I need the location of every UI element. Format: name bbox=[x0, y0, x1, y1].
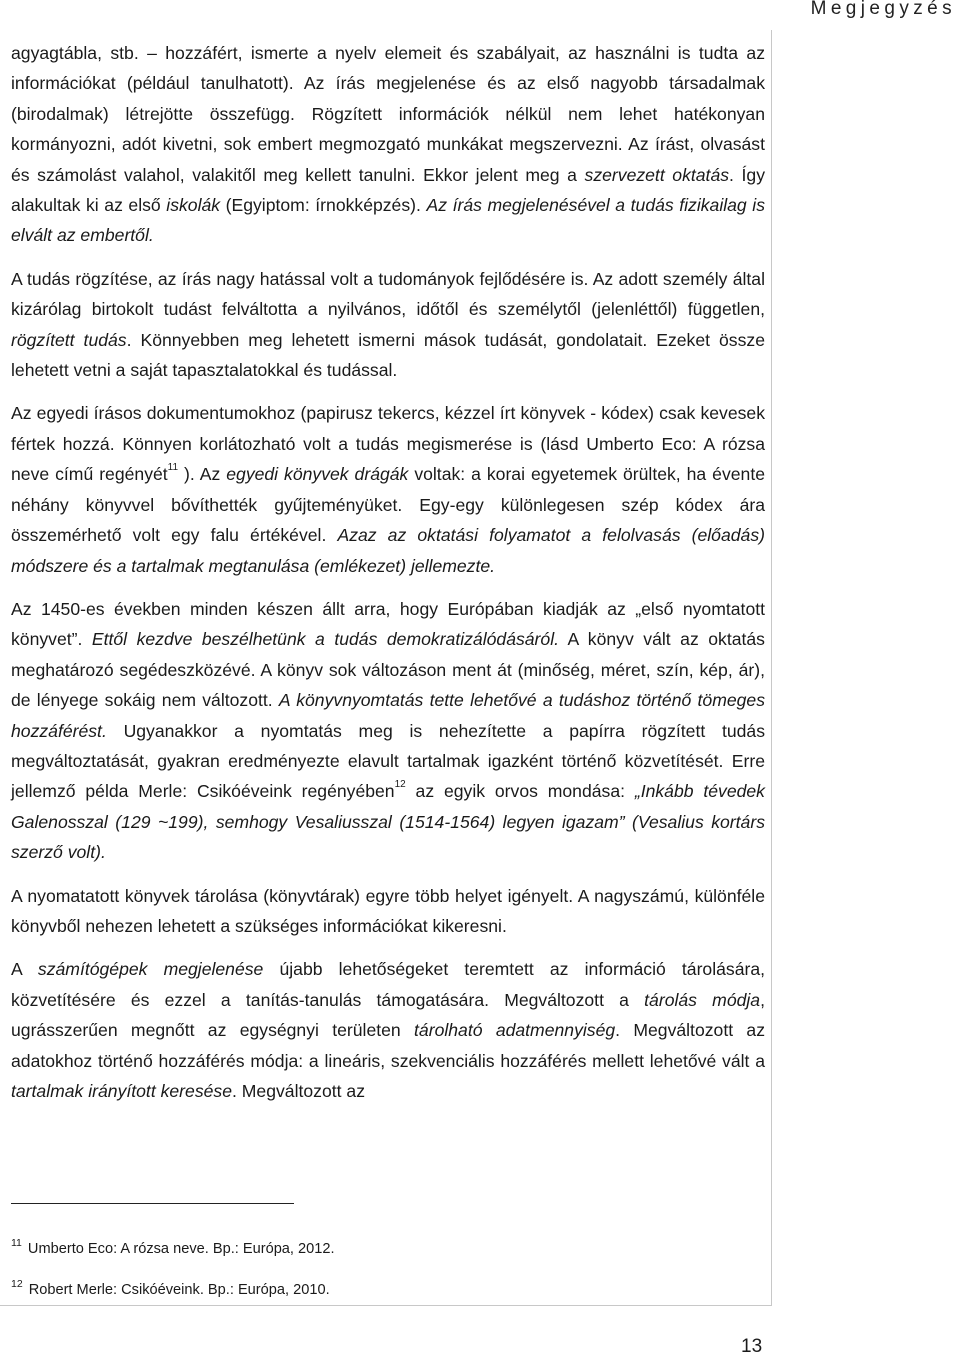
footnote-12 bbox=[11, 1278, 330, 1298]
paragraph bbox=[11, 38, 765, 251]
text-run: ). Az bbox=[178, 464, 227, 485]
text-run: Az egyedi írásos dokumentumokhoz (papirusz tekercs, kézzel írt könyvek - kódex) csak kevesek fértek hozzá. Könnyen korlátozható volt a tudás megismerése is (lásd Umberto Eco: A rózsa neve című regényét bbox=[11, 403, 765, 485]
text-run: A bbox=[11, 959, 38, 980]
text-run: . Megváltozott az adatokhoz történő hozzáférés módja: a lineáris, szekvenciális hozzáférés mellett lehetővé vált a bbox=[11, 1020, 765, 1071]
paragraph bbox=[11, 954, 765, 1106]
italic-text: szervezett oktatás bbox=[584, 164, 730, 185]
footnote-text: Umberto Eco: A rózsa neve. Bp.: Európa, 2012. bbox=[27, 1241, 335, 1257]
text-run: . Könnyebben meg lehetett ismerni mások tudását, gondolatait. Ezeket össze lehetett vetni a saját tapasztalatokkal és tudással. bbox=[11, 329, 765, 381]
text-run: A tudás rögzítése, az írás nagy hatással volt a tudományok fejlődésére is. Az adott személy által kizárólag birtokolt tudást felváltotta a nyilvános, időtől és személytől (jelenléttől) független, bbox=[11, 268, 765, 320]
italic-text: egyedi könyvek drágák bbox=[226, 464, 409, 485]
main-content-frame bbox=[0, 30, 772, 1306]
text-run: . Megváltozott az bbox=[232, 1081, 365, 1101]
text-run: A könyv vált az oktatás meghatározó segédeszközévé. A könyv sok változáson ment át (minőség, méret, szín, kép, ár), de lényege sokáig nem változott. bbox=[11, 629, 765, 711]
text-run: (Egyiptom: írnokképzés). bbox=[220, 195, 427, 216]
text-run: voltak: a korai egyetemek örültek, ha évente néhány könyvvel bővíthették gyűjteményüket. Egy-egy különlegesen szép kódex ára összemérhető volt egy falu értékével. bbox=[11, 464, 765, 546]
text-run: Ugyanakkor a nyomtatás meg is nehezítette a papírra rögzített tudás megváltoztatását, gyakran eredményezte elavult tartalmak igazként történő közvetítését. Erre jellemző példa Merle: Csikóéveink regényében bbox=[11, 720, 765, 802]
text-run: agyagtábla, stb. – hozzáfért, ismerte a nyelv elemeit és szabályait, az használni is tudta az információkat (például tanulhatott). Az írás megjelenése és az első nagyobb társadalmak (birodalmak) létrejötte összefügg. Rögzített információk nélkül nem lehet hatékonyan kormányozni, adót kivetni, sok embert megmozgató munkákat megszervezni. Az írást, olvasást és számolást valahol, valakitől meg kellett tanulni. Ekkor jelent meg a bbox=[11, 43, 765, 185]
footnote-number: 11 bbox=[11, 1237, 22, 1249]
footnote-reference: 11 bbox=[167, 462, 179, 474]
text-run: újabb lehetőségeket teremtett az információ tárolására, közvetítésére és ezzel a tanítás-tanulás támogatására. Megváltozott a bbox=[11, 959, 766, 1010]
section-header: Megjegyzés bbox=[810, 0, 956, 19]
text-run: Az 1450-es években minden készen állt arra, hogy Európában kiadják az „első nyomtatott könyvet”. bbox=[11, 598, 765, 650]
italic-text: számítógépek megjelenése bbox=[37, 959, 264, 980]
italic-text: tartalmak irányított keresése bbox=[11, 1081, 232, 1101]
footnote-text: Robert Merle: Csikóéveink. Bp.: Európa, 2010. bbox=[28, 1282, 330, 1298]
italic-text: tárolás módja bbox=[644, 989, 761, 1010]
paragraph bbox=[11, 264, 765, 386]
italic-text: Ettől kezdve beszélhetünk a tudás demokratizálódásáról. bbox=[91, 629, 559, 650]
italic-text: iskolák bbox=[166, 195, 221, 216]
italic-text: Azaz az oktatási folyamatot a felolvasás (előadás) módszere és a tartalmak megtanulása (emlékezet) jellemezte. bbox=[11, 525, 765, 576]
italic-text: Az írás megjelenésével a tudás fizikailag is elvált az embertől. bbox=[11, 195, 765, 246]
italic-text: A könyvnyomtatás tette lehetővé a tudáshoz történő tömeges hozzáférést. bbox=[11, 690, 765, 741]
italic-text: „Inkább tévedek Galenosszal (129 ~199), semhogy Vesaliusszal (1514-1564) legyen igazam” (Vesalius kortárs szerző volt). bbox=[11, 781, 765, 863]
footnote-reference: 12 bbox=[394, 779, 406, 791]
text-run: A nyomatatott könyvek tárolása (könyvtárak) egyre több helyet igényelt. A nagyszámú, különféle könyvből nehezen lehetett a szükséges információkat kikeresni. bbox=[11, 885, 765, 936]
text-run: . Így alakultak ki az első bbox=[11, 164, 765, 216]
paragraph bbox=[11, 881, 765, 942]
paragraph bbox=[11, 594, 765, 868]
footnote-11 bbox=[11, 1237, 335, 1257]
italic-text: rögzített tudás bbox=[11, 329, 127, 350]
page-number: 13 bbox=[741, 1336, 763, 1357]
paragraph bbox=[11, 398, 765, 580]
footnote-separator bbox=[11, 1203, 294, 1204]
body-text bbox=[11, 38, 765, 1119]
italic-text: tárolható adatmennyiség bbox=[414, 1020, 616, 1041]
text-run: , ugrásszerűen megnőtt az egységnyi területen bbox=[11, 989, 765, 1041]
footnote-number: 12 bbox=[11, 1278, 23, 1290]
text-run: az egyik orvos mondása: bbox=[405, 781, 635, 802]
